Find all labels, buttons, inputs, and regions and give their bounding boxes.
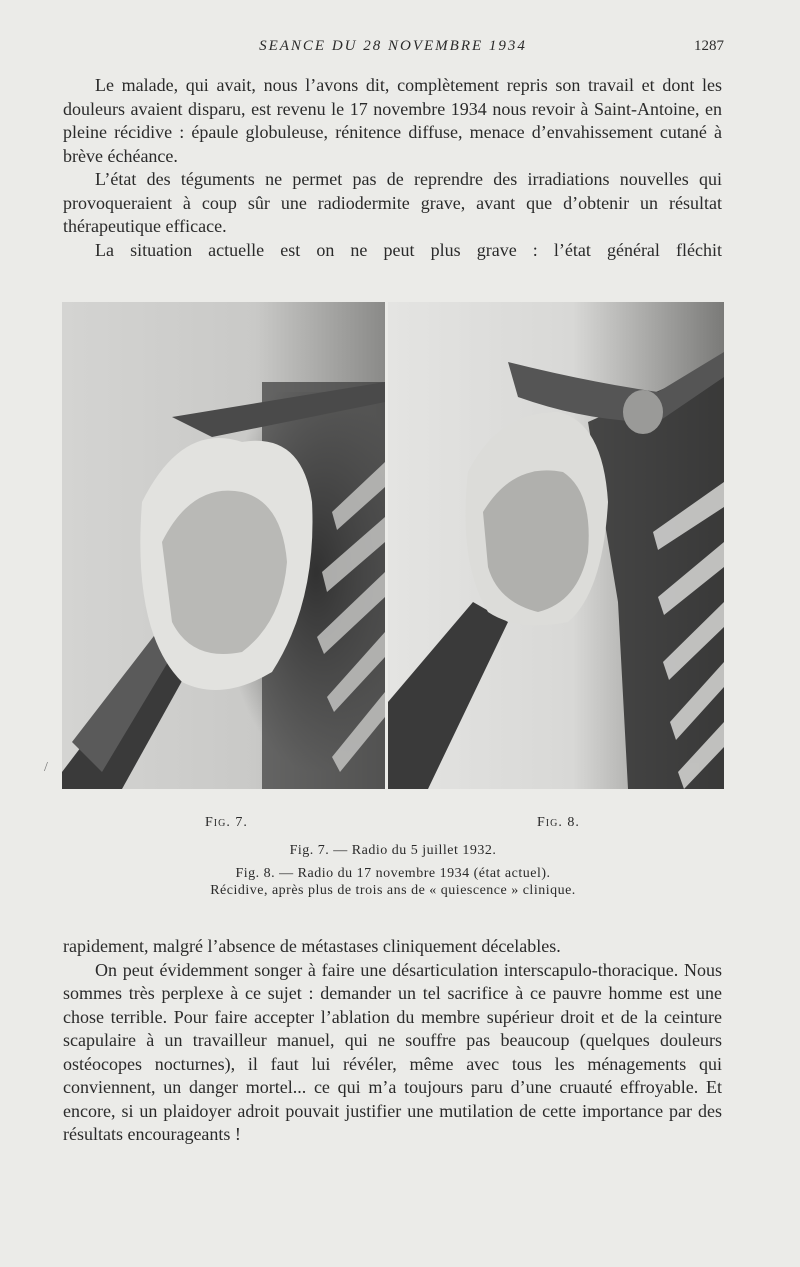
margin-mark: /: [44, 760, 48, 775]
figure-8-label: Fig. 8.: [537, 815, 580, 830]
figure-8-caption: Fig. 8. — Radio du 17 novembre 1934 (état actuel).: [235, 866, 551, 881]
top-text-block: [63, 74, 722, 262]
figure-7-xray-image: [62, 302, 385, 789]
figure-7-caption: Fig. 7. — Radio du 5 juillet 1932.: [289, 843, 497, 858]
paragraph-5: On peut évidemment songer à faire une désarticulation interscapulo-thoracique. Nous sommes très perplexe à ce sujet : demander un tel sacrifice à ce pauvre homme est une chose terrible. Pour faire accepter l’ablation du membre supérieur droit et de la ceinture scapulaire à un travailleur manuel, qui ne souffre pas beaucoup (quelques douleurs ostéocopes nocturnes), il faut lui révéler, même avec tous les ménagements qui conviennent, un danger mortel... ce qui m’a toujours paru d’une cruauté effroyable. Et encore, si un plaidoyer adroit pouvait justifier une mutilation de cette importance par des résultats encourageants !: [63, 959, 722, 1144]
paragraph-4: rapidement, malgré l’absence de métastases cliniquement décelables.: [63, 936, 561, 956]
running-header: [62, 38, 724, 58]
figure-7-label: Fig. 7.: [205, 815, 248, 830]
paragraph-1: Le malade, qui avait, nous l’avons dit, complètement repris son travail et dont les douleurs avaient disparu, est revenu le 17 novembre 1934 nous revoir à Saint-Antoine, en pleine récidive : épaule globuleuse, rénitence diffuse, menace d’envahissement cutané à brève échéance.: [63, 75, 722, 166]
paragraph-2: L’état des téguments ne permet pas de reprendre des irradiations nouvelles qui provoqueraient à coup sûr une radiodermite grave, avant que d’obtenir un résultat thérapeutique efficace.: [63, 169, 722, 236]
page-number: 1287: [694, 38, 724, 54]
running-title: SEANCE DU 28 NOVEMBRE 1934: [259, 38, 527, 54]
figure-8-caption-detail: Récidive, après plus de trois ans de « quiescence » clinique.: [210, 883, 576, 898]
figure-8-xray-image: [388, 302, 724, 789]
paragraph-3: La situation actuelle est on ne peut plus grave : l’état général fléchit: [95, 239, 722, 260]
bottom-text-block: [63, 935, 722, 1147]
